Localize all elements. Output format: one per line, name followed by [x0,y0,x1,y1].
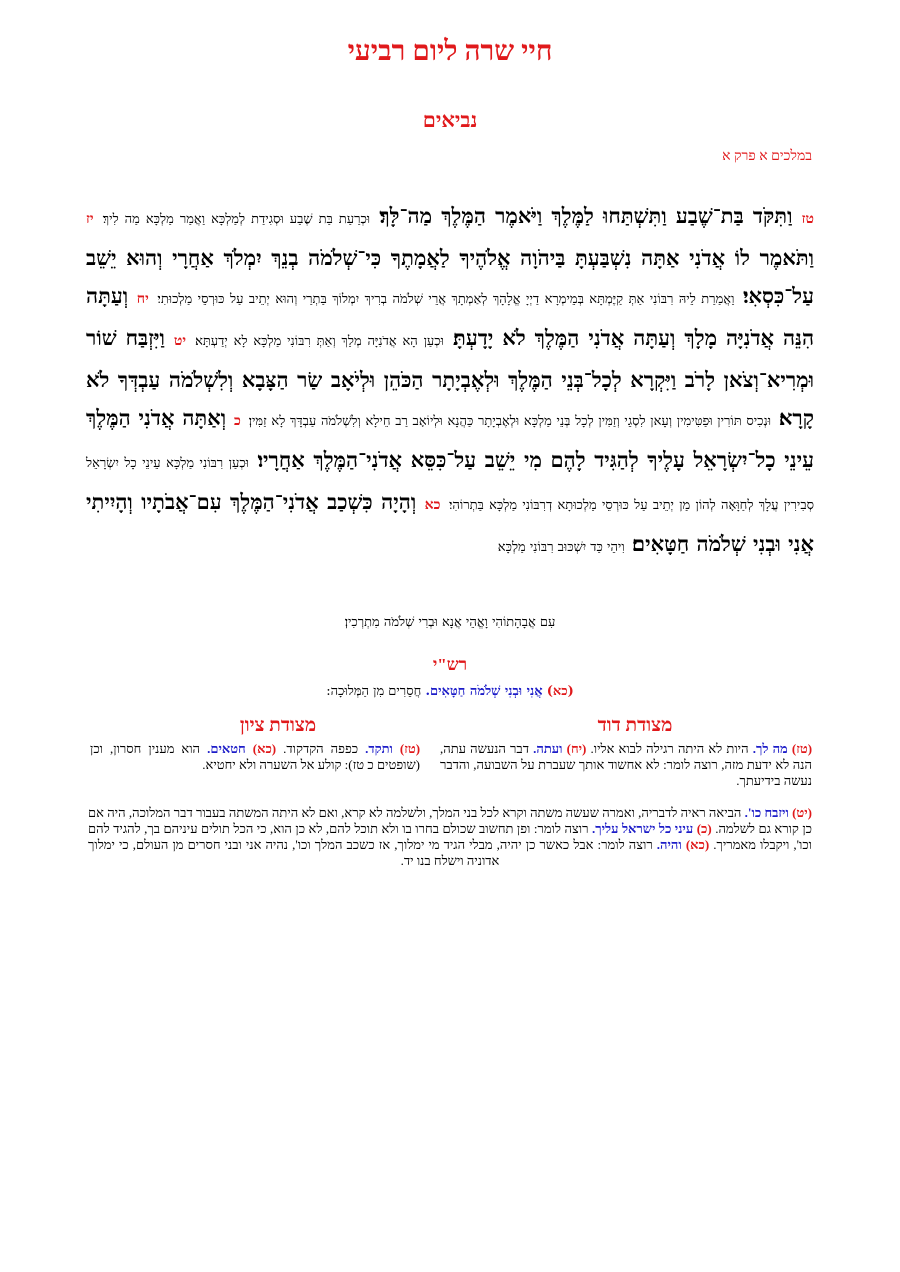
mz-verse-ref: (כא) [252,741,277,756]
main-text [86,197,814,567]
metzudat-david-continued [88,805,812,869]
verse-text: וַתֹּאמֶר לוֹ אֲדֹנִי אַתָּה נִשְׁבַּעְתָּ בַּיהֹוָה אֱלֹהֶיךָ לַאֲמָתֶךָ כִּי־שְׁלֹמֹה בְנֵךְ יִמְלֹךְ אַחֲרָי וְהוּא יֵשֵׁב עַל־כִּסְאִי׃ [86,245,814,308]
metzudat-zion-column [90,741,420,773]
verse-text: וְהָיָה כִּשְׁכַב אֲדֹנִי־הַמֶּלֶךְ עִם־אֲבֹתָיו וְהָיִיתִי אֲנִי וּבְנִי שְׁלֹמֹה חַטָּאִים׃ [86,489,814,556]
targum-text: וִיהֵי כַּד יִשְׁכּוּב רִבּוֹנִי מַלְכָּא [497,540,625,555]
md-text: הביאה ראיה לדבריה, ואמרה שעשה משתה וקרא לכל בני המלך, ולשלמה לא קרא, ואם לא היתה המשתה בעבור דבר המלוכה, היה אם כן קורא גם לשלמה. [88,805,813,836]
targum-text: וּכְעַן הָא אֲדֹנִיָּה מְלַךְ וְאַתְּ רִבּוֹנִי מַלְכָּא לָא יְדַעְתָּא׃ [195,334,444,349]
metzudat-david-column [440,741,812,789]
verse-number: כא [424,497,441,513]
md-verse-ref: (כא) [685,837,710,852]
metzudat-david-heading: מצודת דוד [597,715,673,736]
rashi-commentary [0,683,900,699]
targum-text: וּכְעַן רִבּוֹנִי מַלְכָּא עֵינֵי כָל יִשְׂרָאֵל סְבִירִין עֲלָךְ לְחַוָּאָה לְהוֹן מַן יְתֵיב עַל כּוּרְסֵי מַלְכוּתָא דְרִבּוֹנִי מַלְכָּא בַּתְרוֹהִי׃ [86,456,814,513]
verse-text: וְאַתָּה אֲדֹנִי הַמֶּלֶךְ עֵינֵי כָל־יִשְׂרָאֵל עָלֶיךָ לְהַגִּיד לָהֶם מִי יֵשֵׁב עַל־כִּסֵּא אֲדֹנִי־הַמֶּלֶךְ אַחֲרָיו׃ [86,405,814,472]
md-text: רוצה לומר: ופן תחשוב שכולם בחרו בו ולא תוכל להם, לא כן הוא, כי הכל תולים עיניהם בך, להגיד להם וכו', ויקבלו מאמריך. [88,821,813,852]
verse-number: טז [801,211,815,227]
mz-text: כפפה הקדקוד. [283,741,359,756]
md-text: היות לא היתה רגילה לבוא אליו. [590,741,749,756]
md-verse-ref: (יט) [792,805,812,820]
metzudat-zion-heading: מצודת ציון [239,715,317,736]
md-keyword: עיני כל ישראל עליך. [591,821,694,836]
mz-verse-ref: (טז) [399,741,421,756]
verse-text: וַתִּקֹּד בַּת־שֶׁבַע וַתִּשְׁתַּחוּ לַמֶּלֶךְ וַיֹּאמֶר הַמֶּלֶךְ מַה־לָּךְ׃ [379,203,793,228]
md-text: דבר הנעשה עתה, הנה לא ידעת מזה, רוצה לומר: לא אחשוד אותך שעברת על השבועה, והדבר נעשה בידיעתך. [440,741,812,788]
md-keyword: מה לך. [752,741,788,756]
verse-number: יט [173,333,187,349]
md-keyword: ועתה. [533,741,563,756]
targum-closing: עִם אֲבָהָתוֹהִי וָאֱהֵי אֲנָא וּבְרִי שְׁלֹמֹה מִתְרְכִין׃ [344,615,556,630]
md-verse-ref: (טז) [791,741,813,756]
rashi-verse-ref: (כא) [546,684,574,699]
verse-text: וְעַתָּה הִנֵּה אֲדֹנִיָּה מָלָךְ וְעַתָּה אֲדֹנִי הַמֶּלֶךְ לֹא יָדָעְתָּ׃ [86,283,815,350]
mz-text: הוא מענין חסרון, וכן (שופטים כ טז): קולע אל השערה ולא יחטיא. [90,741,420,772]
md-verse-ref: (כ) [696,821,712,836]
section-heading: נביאים [422,108,478,132]
md-text: רוצה לומר: אבל כאשר כן יהיה, מבלי הגיד מי ימלוך, אז כשכב המלך וכו', נהיה אני ובני חסרים מן העולם, כי ימלוך אדוניה וישלח בנו יד. [88,837,653,868]
verse-number: יז [86,211,94,227]
rashi-heading: רש"י [432,655,468,674]
verse-number: יח [136,291,149,307]
targum-text: וּנְכִיס תּוֹרִין וּפַטִּימִין וְעָאן לִסְגֵי וְזַמִּין לְכָל בְּנֵי מַלְכָּא וּלְאֶבְיָתָר כַּהֲנָא וּלְיוֹאָב רַב חֵילָא וְלִשְׁלֹמֹה עַבְדָּךְ לָא זַמִּין׃ [248,414,772,429]
rashi-text: חֲסֵרִים מִן הַמְּלוּכָה: [326,684,422,699]
targum-text: וּכְרַעַת בַּת שֶׁבַע וּסְגִידַת לְמַלְכָּא וַאֲמַר מַלְכָּא מַה לִיךְ׃ [102,212,371,227]
md-verse-ref: (יח) [566,741,587,756]
targum-text: וַאֲמַרַת לֵיהּ רִבּוֹנִי אַתְּ קַיֶּמְתָּא בְּמֵימְרָא דַיְיָ אֱלָהָךְ לְאַמְתָךְ אֲרֵי שְׁלֹמֹה בְרִיךְ יִמְלוֹךְ בַּתְרַי וְהוּא יְתֵיב עַל כּוּרְסֵי מַלְכוּתִי׃ [157,292,735,307]
chapter-reference: במלכים א פרק א [722,149,812,164]
md-keyword: והיה. [656,837,682,852]
page-title: חיי שרה ליום רביעי [347,36,553,67]
mz-keyword: חטאים. [207,741,246,756]
mz-keyword: ותקד. [365,741,393,756]
rashi-keyword: אֲנִי וּבְנִי שְׁלֹמֹה חַטָּאִים. [425,684,543,699]
verse-number: כ [233,413,241,429]
verse-text: וַיִּזְבַּח שׁוֹר וּמְרִיא־וְצֹאן לָרֹב וַיִּקְרָא לְכָל־בְּנֵי הַמֶּלֶךְ וּלְאֶבְיָתָר הַכֹּהֵן וּלְיֹאָב שַׂר הַצָּבָא וְלִשְׁלֹמֹה עַבְדְּךָ לֹא קָרָא׃ [86,325,814,430]
md-keyword: ויזבח כו'. [744,805,789,820]
